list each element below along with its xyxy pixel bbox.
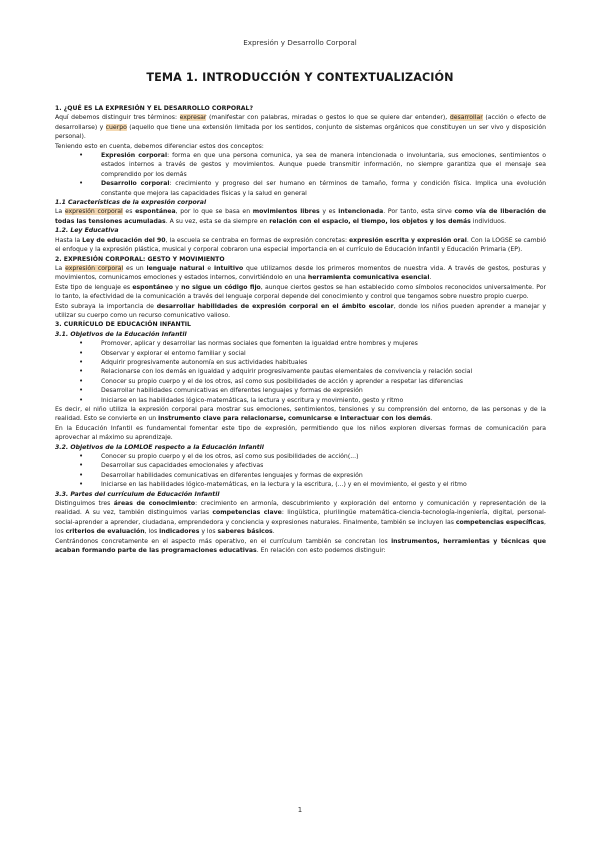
- page-title: TEMA 1. INTRODUCCIÓN Y CONTEXTUALIZACIÓN: [146, 71, 454, 84]
- section-3-paragraph-2: En la Educación Infantil es fundamental fomentar este tipo de expresión, permitiendo que los niños exploren diversas formas de comunicación para aprovechar al máximo su aprendizaje.: [55, 424, 546, 442]
- section-1-paragraph-1: Aquí debemos distinguir tres términos: expresar (manifestar con palabras, miradas o gestos lo que se quiere dar entender), desarrollar (acción o efecto de desarrollarse) y cuerpo (aquello que tiene una extensión limitada por los sentidos, conjunto de sistemas orgánicos que constituyen un ser vivo y disposición personal).: [55, 114, 547, 141]
- concept-list: [55, 151, 546, 198]
- running-header: Expresión y Desarrollo Corporal: [243, 38, 357, 47]
- section-3-heading: 3. CURRÍCULO DE EDUCACIÓN INFANTIL: [55, 321, 191, 329]
- lomloe-objectives-list: [55, 452, 546, 490]
- list-item: • Promover, aplicar y desarrollar las normas sociales que fomenten la igualdad entre hombres y mujeres: [55, 339, 546, 348]
- section-3-paragraph-4: Centrándonos concretamente en el aspecto más operativo, en el currículum también se concretan los instrumentos, herramientas y técnicas que acaban formando parte de las programaciones educativas. En relación con esto podemos distinguir:: [55, 537, 546, 555]
- section-1-1-heading: 1.1 Características de la expresión corporal: [55, 199, 207, 207]
- list-item: • Desarrollar sus capacidades emocionales y afectivas: [55, 461, 546, 470]
- list-item: • Iniciarse en las habilidades lógico-matemáticas, en la lectura y la escritura, (...) y en el movimiento, el gesto y el ritmo: [55, 480, 546, 489]
- section-1-paragraph-2: Teniendo esto en cuenta, debemos diferenciar estos dos conceptos:: [55, 142, 264, 150]
- list-item: • Relacionarse con los demás en igualdad y adquirir progresivamente pautas elementales de convivencia y relación social: [55, 367, 546, 376]
- list-item: • Conocer su propio cuerpo y el de los otros, así como sus posibilidades de acción y aprender a respetar las diferencias: [55, 377, 546, 386]
- page-number: 1: [297, 806, 303, 814]
- document-body: [55, 104, 546, 556]
- list-item: • Iniciarse en las habilidades lógico-matemáticas, la lectura y escritura y movimiento, gesto y ritmo: [55, 396, 546, 405]
- section-1-heading: 1. ¿QUÉ ES LA EXPRESIÓN Y EL DESARROLLO CORPORAL?: [55, 105, 254, 112]
- section-1-1-paragraph: La expresión corporal es espontánea, por lo que se basa en movimientos libres y es intencionada. Por tanto, esta sirve como vía de liberación de todas las tensiones acumuladas. A su vez, esta se da siempre en relación con el espacio, el tiempo, los objetos y los demás individuos.: [55, 208, 547, 225]
- list-item: • Desarrollo corporal: crecimiento y progreso del ser humano en términos de tamaño, forma y condición física. Implica una evolución constante que mejora las capacidades físicas y la salud en general: [55, 179, 546, 198]
- section-3-paragraph-3: Distinguimos tres áreas de conocimiento: crecimiento en armonía, descubrimiento y exploración del entorno y comunicación y representación de la realidad. A su vez, también distinguimos varias competencias clave: lingüística, plurilingüe matemática-ciencia-tecnología-ingeniería, digital, personal-social-aprender a aprender, ciudadana, emprendedora y conciencia y expresiones naturales. Finalmente, también se incluyen las competencias específicas, los criterios de evaluación, los indicadores y los saberes básicos.: [55, 500, 546, 536]
- section-2-heading: 2. EXPRESIÓN CORPORAL: GESTO Y MOVIMIENTO: [55, 255, 225, 263]
- list-item: • Conocer su propio cuerpo y el de los otros, así como sus posibilidades de acción(...): [55, 452, 546, 461]
- objectives-list: [55, 339, 546, 405]
- section-3-1-heading: 3.1. Objetivos de la Educación Infantil: [55, 330, 187, 338]
- list-item: • Desarrollar habilidades comunicativas en diferentes lenguajes y formas de expresión: [55, 386, 546, 395]
- list-item: • Desarrollar habilidades comunicativas en diferentes lenguajes y formas de expresión: [55, 471, 546, 480]
- section-2-paragraph-1: La expresión corporal es un lenguaje natural e intuitivo que utilizamos desde los primeros momentos de nuestra vida. A través de gestos, posturas y movimientos, comunicamos emociones y estados internos, convirtiéndolo en una herramienta comunicativa esencial.: [55, 264, 547, 282]
- section-1-2-heading: 1.2. Ley Educativa: [55, 227, 119, 235]
- list-item: • Observar y explorar el entorno familiar y social: [55, 349, 546, 358]
- section-3-paragraph-1: Es decir, el niño utiliza la expresión corporal para mostrar sus emociones, sentimientos, tensiones y su comprensión del entorno, de las personas y de la realidad. Esto se convierte en un instrumento clave para relacionarse, comunicarse e interactuar con los demás.: [55, 406, 546, 423]
- section-3-3-heading: 3.3. Partes del currículum de Educación Infantil: [55, 490, 220, 498]
- section-1-2-paragraph: Hasta la Ley de educación del 90, la escuela se centraba en formas de expresión concretas: expresión escrita y expresión oral. Con la LOGSE se cambió el enfoque y la expresión plástica, musical y corporal cobraron una especial importancia en el currículo de Educación Infantil y Educación Primaria (EP).: [55, 236, 546, 254]
- section-2-paragraph-2: Este tipo de lenguaje es espontáneo y no sigue un código fijo, aunque ciertos gestos se han establecido como símbolos reconocidos universalmente. Por lo tanto, la efectividad de la comunicación a través del lenguaje corporal depende del conocimiento y control que tengamos sobre nuestro propio cuerpo.: [55, 283, 546, 301]
- list-item: • Adquirir progresivamente autonomía en sus actividades habituales: [55, 358, 546, 367]
- section-3-2-heading: 3.2. Objetivos de la LOMLOE respecto a la Educación Infantil: [55, 443, 264, 451]
- section-2-paragraph-3: Esto subraya la importancia de desarrollar habilidades de expresión corporal en el ámbito escolar, donde los niños pueden aprender a manejar y utilizar su cuerpo como un recurso comunicativo valioso.: [55, 302, 546, 319]
- list-item: • Expresión corporal: forma en que una persona comunica, ya sea de manera intencionada o involuntaria, sus emociones, sentimientos o estados internos a través de gestos y movimientos. Aunque puede transmitir información, no siempre garantiza que el mensaje sea comprendido por los demás: [55, 151, 546, 179]
